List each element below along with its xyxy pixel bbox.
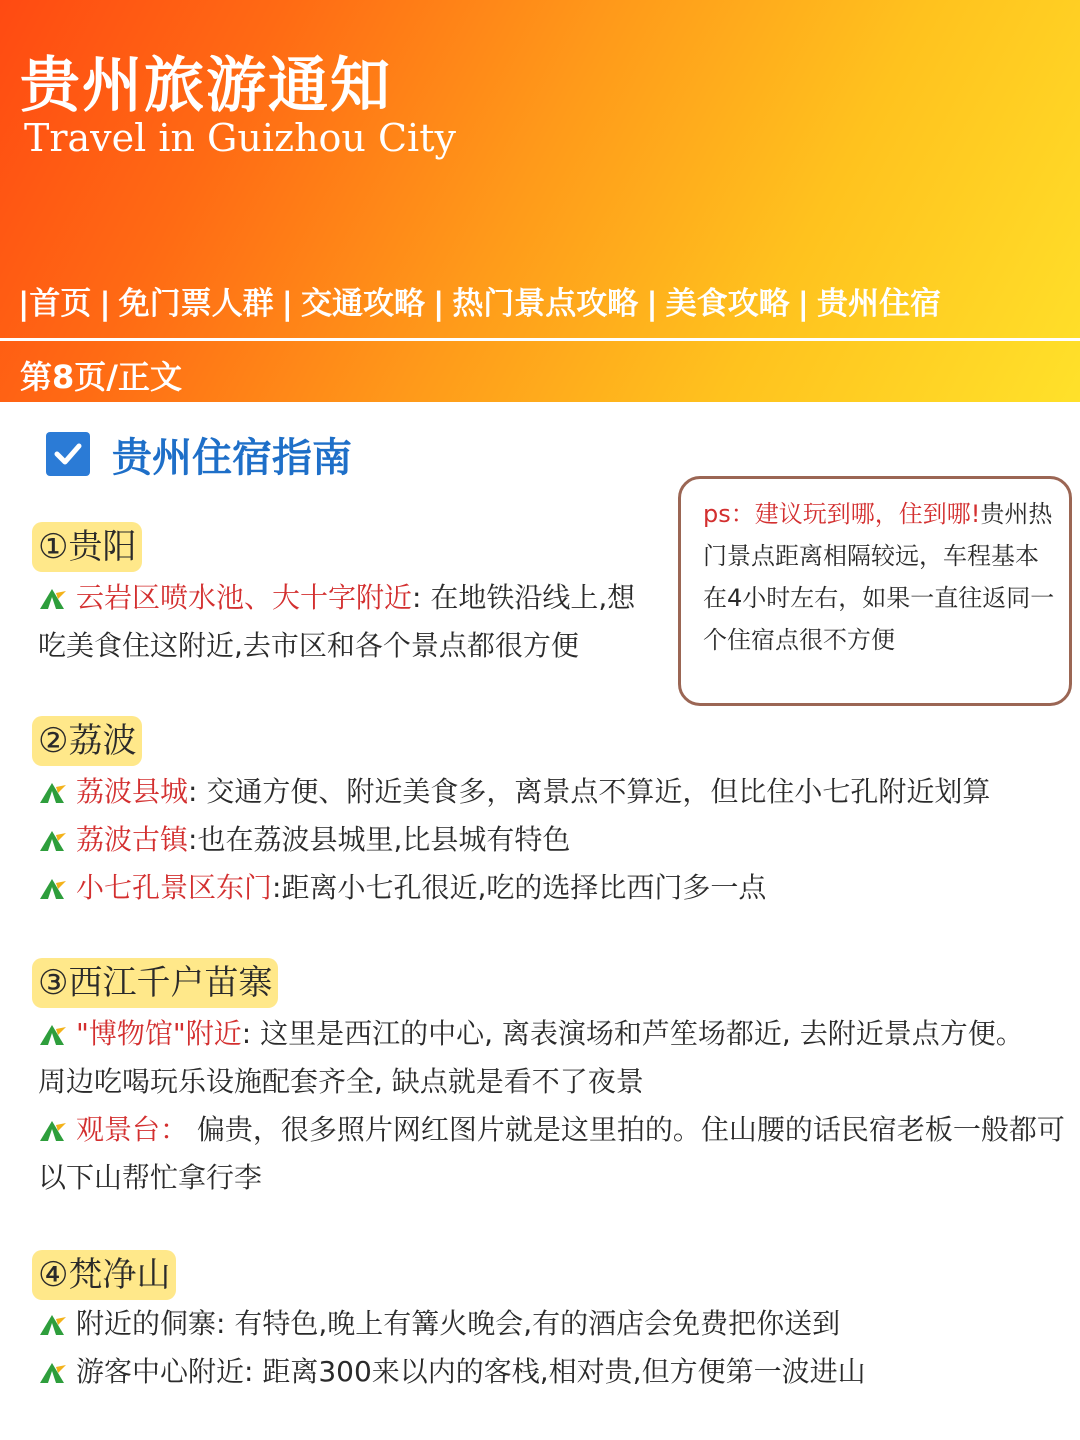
page-title: 贵州旅游通知 <box>20 51 392 121</box>
nav-separator: | <box>99 286 111 322</box>
nav-item-free-tickets[interactable]: 免门票人群 <box>118 286 274 322</box>
tent-icon <box>38 873 70 901</box>
page-subtitle: Travel in Guizhou City <box>24 116 456 160</box>
tent-icon <box>38 777 70 805</box>
list-item <box>38 1348 866 1396</box>
item-text: :距离小七孔很近,吃的选择比西门多一点 <box>272 871 767 904</box>
nav-bar <box>18 278 941 323</box>
tent-icon <box>38 1309 70 1337</box>
item-text: 游客中心附近: 距离300来以内的客栈,相对贵,但方便第一波进山 <box>76 1355 866 1388</box>
page-info: 第8页/正文 <box>20 358 182 396</box>
nav-item-home[interactable]: |首页 <box>18 286 92 322</box>
item-text: : 在地铁沿线上,想吃美食住这附近,去市区和各个景点都很方便 <box>38 581 636 662</box>
list-item <box>38 864 766 912</box>
item-highlight: 荔波古镇 <box>76 823 189 856</box>
header-banner <box>0 0 1080 402</box>
nav-separator: | <box>432 286 445 322</box>
section-heading-libo: ②荔波 <box>32 716 142 766</box>
guide-title: 贵州住宿指南 <box>112 435 352 481</box>
list-item <box>38 1106 1068 1202</box>
item-highlight: 小七孔景区东门 <box>76 871 273 904</box>
list-item <box>38 574 654 670</box>
tent-icon <box>38 583 70 611</box>
item-text: 附近的侗寨: 有特色,晚上有篝火晚会,有的酒店会免费把你送到 <box>76 1307 841 1340</box>
section-heading-xijiang: ③西江千户苗寨 <box>32 958 278 1008</box>
item-text: : 这里是西江的中心, 离表演场和芦笙场都近, 去附近景点方便。周边吃喝玩乐设施配套齐全, 缺点就是看不了夜景 <box>38 1017 1024 1098</box>
item-highlight: 云岩区喷水池、大十字附近 <box>76 581 413 614</box>
tent-icon <box>38 1115 70 1143</box>
ps-note-box <box>678 476 1072 706</box>
ps-note-highlight: ps：建议玩到哪，住到哪! <box>703 500 981 528</box>
nav-item-transport[interactable]: 交通攻略 <box>300 286 425 322</box>
ps-note-text: 贵州热门景点距离相隔较远，车程基本在4小时左右，如果一直往返同一个住宿点很不方便 <box>703 500 1055 654</box>
item-highlight: 观景台： <box>76 1113 189 1146</box>
item-text: :也在荔波县城里,比县城有特色 <box>188 823 571 856</box>
item-highlight: 荔波县城 <box>76 775 189 808</box>
nav-separator: | <box>797 286 809 322</box>
nav-separator: | <box>646 286 658 322</box>
list-item <box>38 1300 840 1348</box>
section-heading-fanjingshan: ④梵净山 <box>32 1250 176 1300</box>
list-item <box>38 768 990 816</box>
tent-icon <box>38 825 70 853</box>
item-text: 偏贵，很多照片网红图片就是这里拍的。住山腰的话民宿老板一般都可以下山帮忙拿行李 <box>38 1113 1065 1194</box>
section-heading-guiyang: ①贵阳 <box>32 522 142 572</box>
nav-item-lodging[interactable]: 贵州住宿 <box>816 286 941 322</box>
tent-icon <box>38 1019 70 1047</box>
item-text: : 交通方便、附近美食多，离景点不算近，但比住小七孔附近划算 <box>188 775 991 808</box>
list-item <box>38 1010 1038 1106</box>
nav-item-food[interactable]: 美食攻略 <box>665 286 790 322</box>
list-item <box>38 816 570 864</box>
header-divider <box>0 338 1080 341</box>
checkbox-icon <box>46 432 90 476</box>
nav-separator: | <box>281 286 293 322</box>
item-highlight: "博物馆"附近 <box>76 1017 242 1050</box>
nav-item-attractions[interactable]: 热门景点攻略 <box>452 286 639 322</box>
tent-icon <box>38 1357 70 1385</box>
